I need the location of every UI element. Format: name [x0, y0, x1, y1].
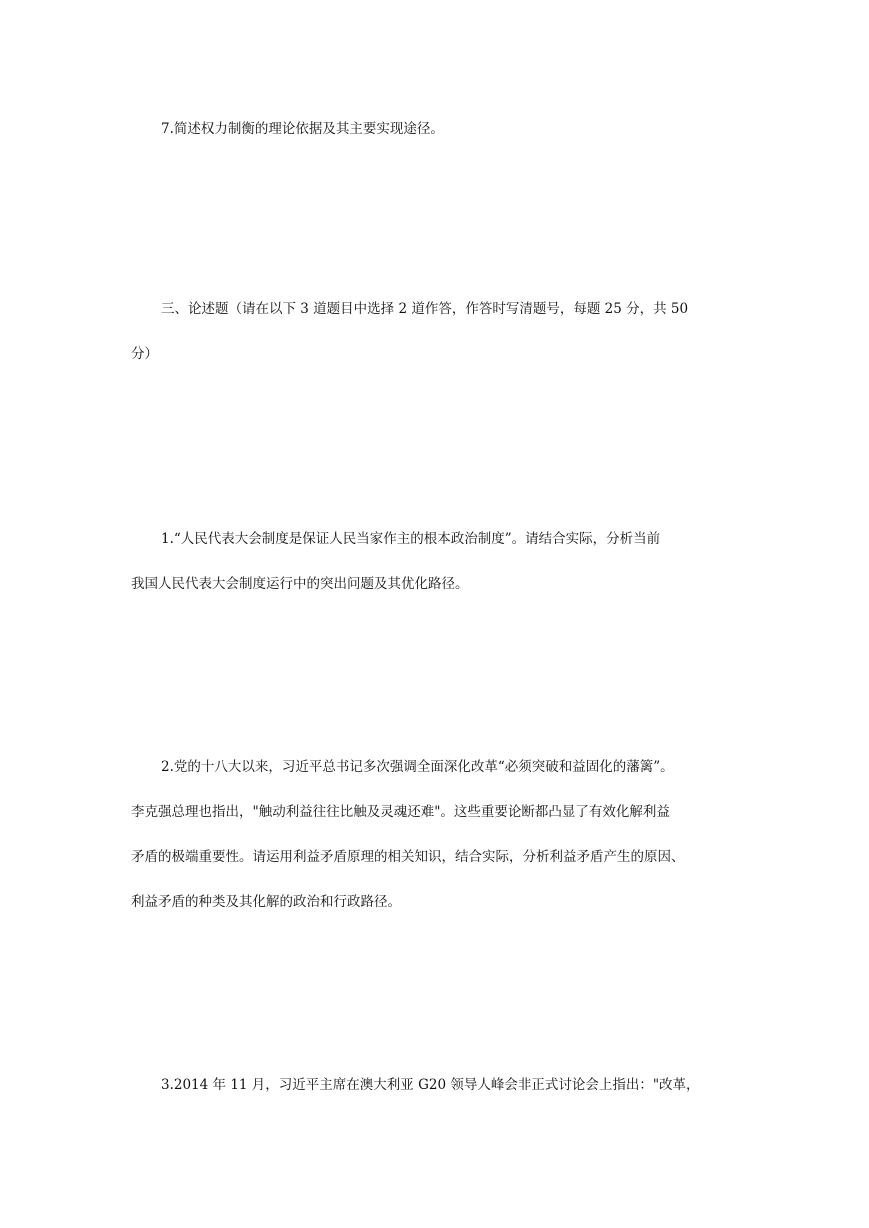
essay-3-line-1: 3.2014 年 11 月，习近平主席在澳大利亚 G20 领导人峰会非正式讨论会上指出："改革，: [161, 1077, 700, 1093]
essay-2-line-3: 矛盾的极端重要性。请运用利益矛盾原理的相关知识，结合实际，分析利益矛盾产生的原因、: [131, 849, 685, 865]
essay-2-line-2: 李克强总理也指出，"触动利益往往比触及灵魂还难"。这些重要论断都凸显了有效化解利益: [131, 804, 670, 820]
essay-1-line-2: 我国人民代表大会制度运行中的突出问题及其优化路径。: [131, 576, 469, 592]
essay-2-line-4: 利益矛盾的种类及其化解的政治和行政路径。: [131, 894, 401, 910]
section-3-heading-line-1: 三、论述题（请在以下 3 道题目中选择 2 道作答，作答时写清题号，每题 25 分，共 50: [161, 301, 689, 317]
question-7-line-1: 7.简述权力制衡的理论依据及其主要实现途径。: [161, 121, 444, 137]
essay-1-line-1: 1.“人民代表大会制度是保证人民当家作主的根本政治制度”。请结合实际，分析当前: [161, 531, 661, 547]
section-3-heading-line-2: 分）: [131, 346, 158, 362]
essay-2-line-1: 2.党的十八大以来，习近平总书记多次强调全面深化改革“必须突破和益固化的藩篱”。: [161, 759, 674, 775]
